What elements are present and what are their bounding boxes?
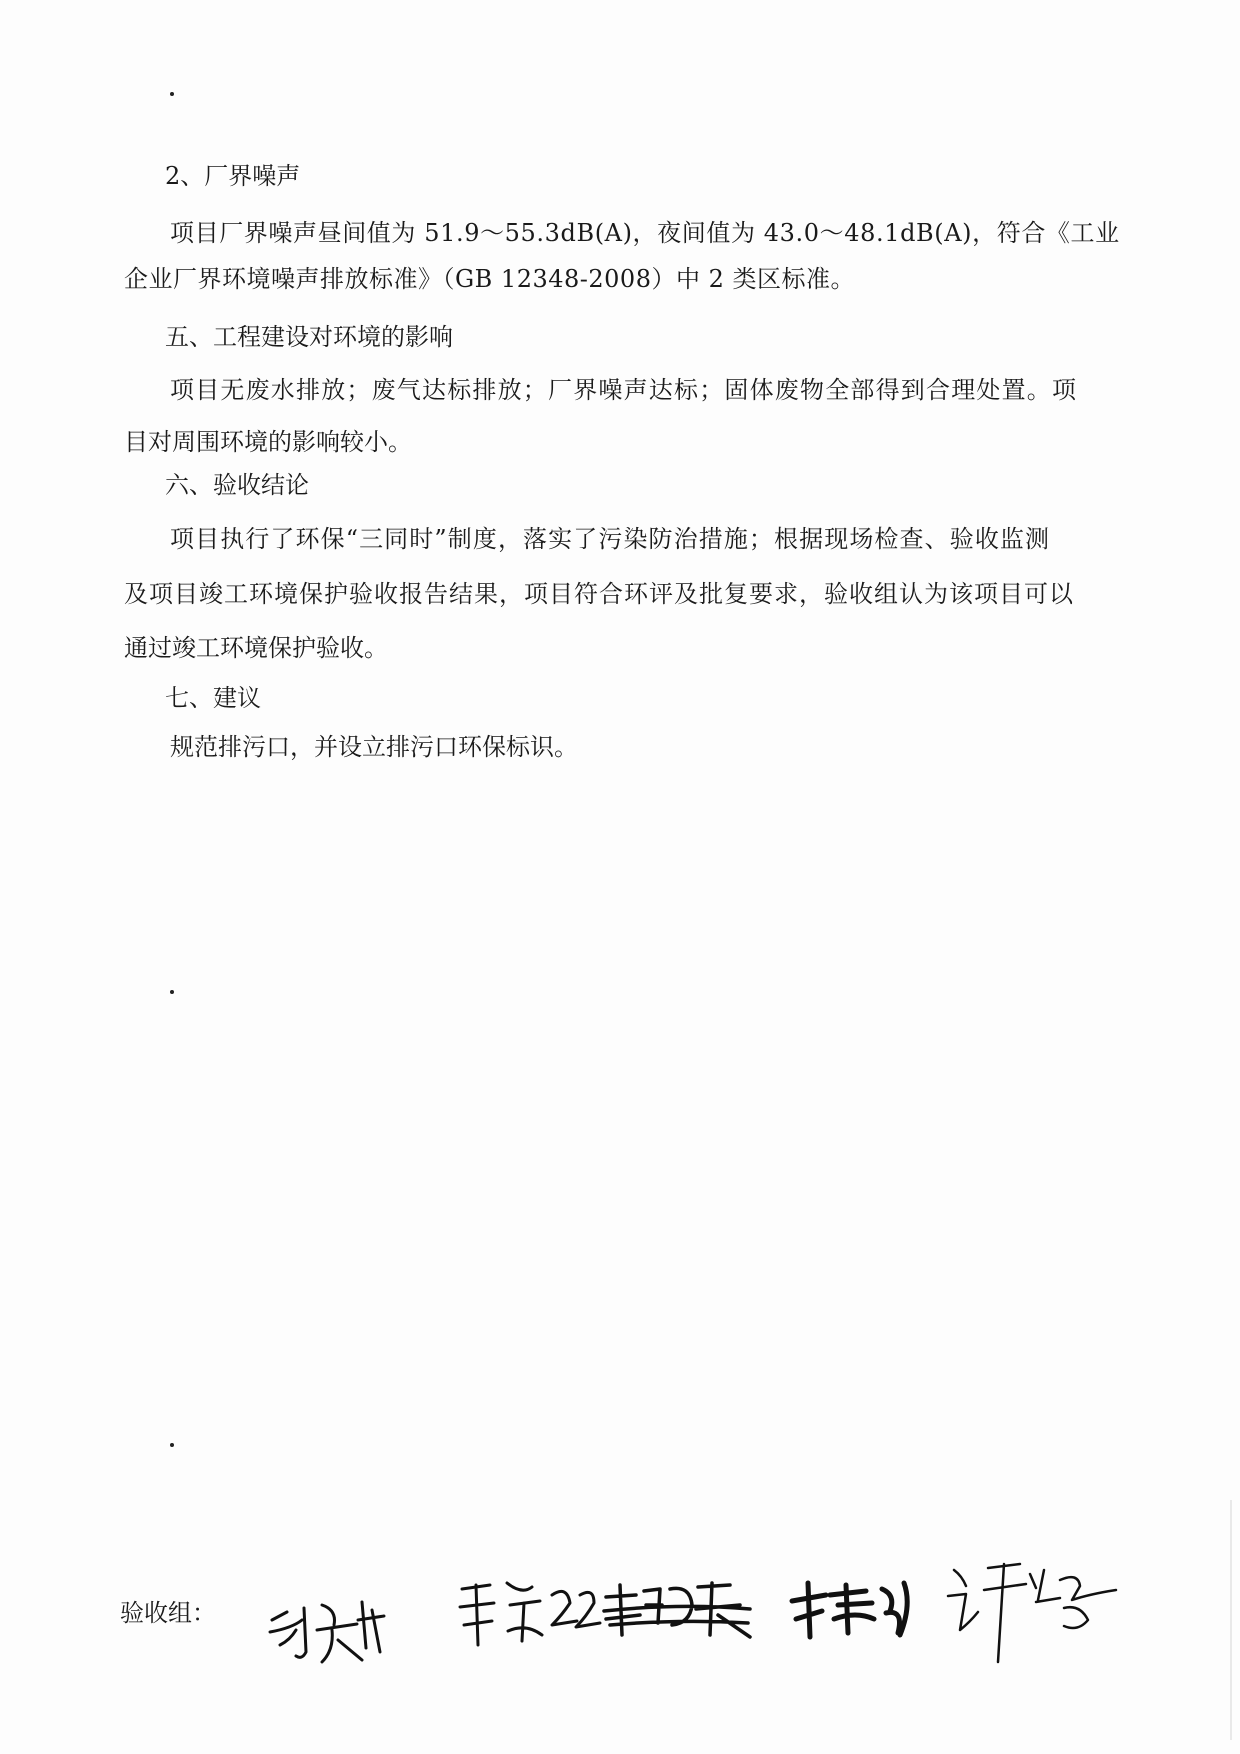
handwritten-signature [940, 1550, 1120, 1670]
section-heading-conclusion: 六、验收结论 [165, 471, 309, 499]
handwritten-signature [786, 1575, 916, 1645]
paragraph-line: 目对周围环境的影响较小。 [124, 428, 412, 456]
section-heading-suggestion: 七、建议 [165, 684, 261, 712]
paragraph-line: 企业厂界环境噪声排放标准》（GB 12348-2008）中 2 类区标准。 [124, 265, 855, 293]
paragraph-line: 项目无废水排放；废气达标排放；厂界噪声达标；固体废物全部得到合理处置。项 [170, 376, 1078, 404]
scan-dot [170, 1443, 174, 1447]
scan-dot [170, 990, 174, 994]
handwritten-signature [452, 1575, 602, 1655]
handwritten-signature [600, 1575, 760, 1645]
paragraph-line: 及项目竣工环境保护验收报告结果，项目符合环评及批复要求，验收组认为该项目可以 [124, 580, 1074, 608]
paragraph-line: 项目厂界噪声昼间值为 51.9～55.3dB(A)，夜间值为 43.0～48.1dB(A)，符合《工业 [170, 219, 1120, 247]
paragraph-line: 规范排污口，并设立排污口环保标识。 [170, 733, 578, 761]
scan-edge-shadow [1230, 1500, 1232, 1740]
paragraph-line: 项目执行了环保“三同时”制度，落实了污染防治措施；根据现场检查、验收监测 [170, 525, 1051, 553]
scan-dot [170, 92, 174, 96]
handwritten-signature [262, 1590, 392, 1670]
section-heading-noise: 2、厂界噪声 [165, 162, 301, 190]
section-heading-impact: 五、工程建设对环境的影响 [165, 323, 453, 351]
acceptance-group-label: 验收组： [120, 1599, 216, 1627]
paragraph-line: 通过竣工环境保护验收。 [124, 634, 388, 662]
